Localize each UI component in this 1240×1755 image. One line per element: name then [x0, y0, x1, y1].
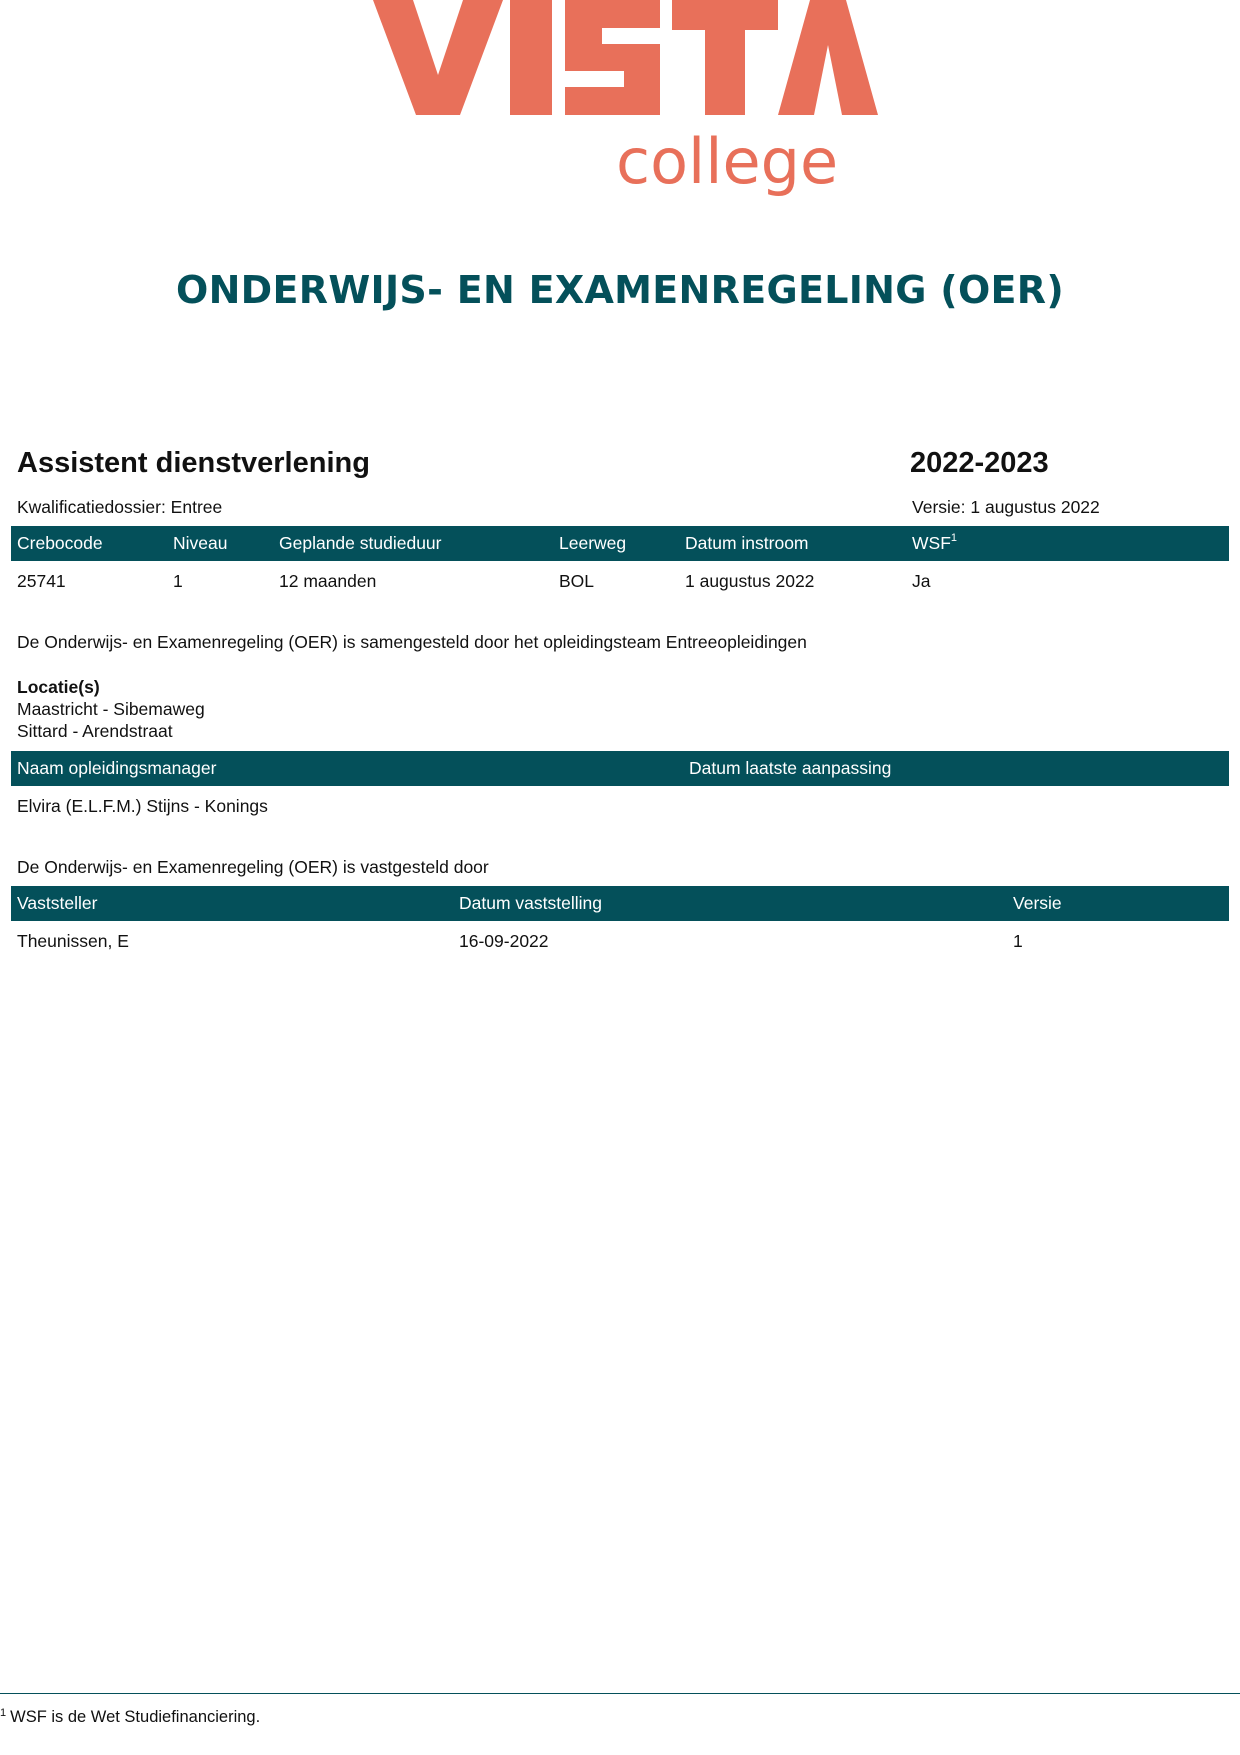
cell-leerweg: BOL [559, 571, 595, 591]
header-niveau: Niveau [173, 533, 228, 553]
logo-sub-text: college [616, 125, 839, 198]
document-title: ONDERWIJS- EN EXAMENREGELING (OER) [175, 268, 1065, 312]
cell-wsf: Ja [912, 571, 931, 591]
location-item: Sittard - Arendstraat [17, 721, 173, 741]
header-wsf-label: WSF [912, 533, 951, 553]
cell-studieduur: 12 maanden [279, 571, 377, 591]
header-wsf [912, 526, 957, 561]
header-vaststeller: Vaststeller [17, 893, 98, 913]
cell-crebocode: 25741 [17, 571, 66, 591]
header-manager-name: Naam opleidingsmanager [17, 758, 217, 778]
header-studieduur: Geplande studieduur [279, 533, 442, 553]
established-table-header [11, 886, 1229, 921]
header-leerweg: Leerweg [559, 533, 627, 553]
wsf-footnote-ref[interactable]: 1 [950, 532, 958, 545]
cell-datum-vaststelling: 16-09-2022 [459, 931, 549, 951]
header-datum-vaststelling: Datum vaststelling [459, 893, 602, 913]
cell-versie: 1 [1013, 931, 1023, 951]
established-table-row [11, 924, 1229, 959]
cell-niveau: 1 [173, 571, 183, 591]
program-year: 2022-2023 [910, 447, 1049, 479]
cell-instroom: 1 augustus 2022 [685, 571, 815, 591]
header-crebocode: Crebocode [17, 533, 103, 553]
program-table-row [11, 564, 1229, 599]
program-name: Assistent dienstverlening [17, 447, 370, 479]
locations-heading: Locatie(s) [17, 677, 100, 697]
manager-table-header [11, 751, 1229, 786]
cell-manager-name: Elvira (E.L.F.M.) Stijns - Konings [17, 796, 268, 816]
cell-vaststeller: Theunissen, E [17, 931, 129, 951]
program-table-header [11, 526, 1229, 561]
footnote-text: WSF is de Wet Studiefinanciering. [10, 1708, 261, 1726]
header-last-modified: Datum laatste aanpassing [689, 758, 892, 778]
established-by-text: De Onderwijs- en Examenregeling (OER) is vastgesteld door [17, 857, 489, 877]
header-versie: Versie [1013, 893, 1062, 913]
manager-table-row [11, 789, 1229, 824]
location-item: Maastricht - Sibemaweg [17, 699, 205, 719]
version-label: Versie: 1 augustus 2022 [912, 497, 1100, 517]
footnote-mark: 1 [0, 1706, 7, 1719]
composed-by-text: De Onderwijs- en Examenregeling (OER) is samengesteld door het opleidingsteam Entreeopleidingen [17, 632, 807, 652]
vista-college-logo [370, 0, 880, 205]
header-instroom: Datum instroom [685, 533, 809, 553]
footnote-divider [0, 1693, 1240, 1694]
footnote [0, 1708, 260, 1727]
dossier-label: Kwalificatiedossier: Entree [17, 497, 223, 517]
